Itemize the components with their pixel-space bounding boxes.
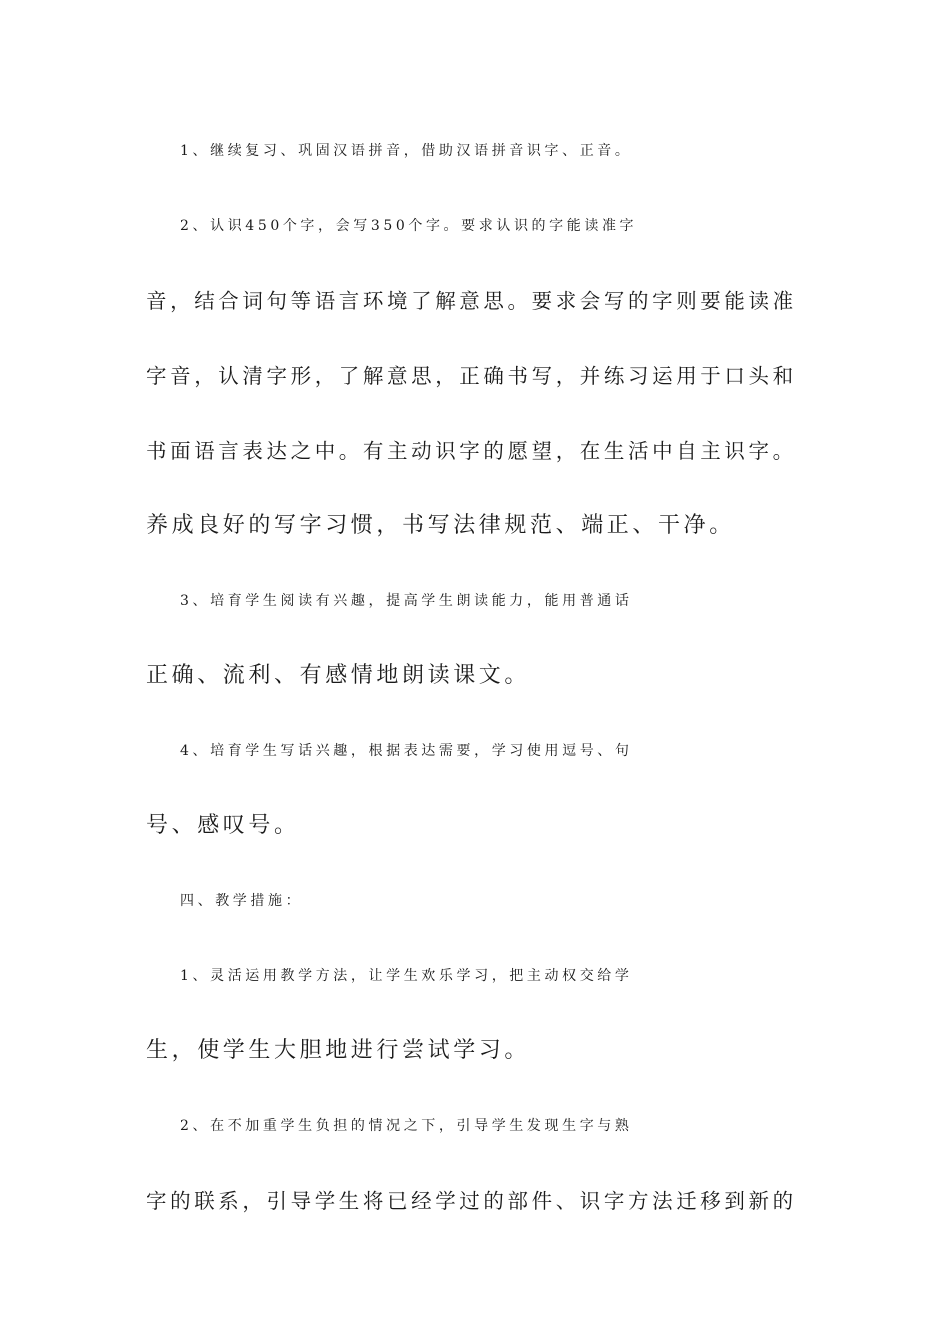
text-line: 1、灵活运用教学方法，让学生欢乐学习，把主动权交给学	[180, 968, 633, 984]
text-line: 4、培育学生写话兴趣，根据表达需要，学习使用逗号、句	[180, 743, 633, 759]
text-line: 2、认识450个字，会写350个字。要求认识的字能读准字	[180, 218, 638, 234]
text-line: 书面语言表达之中。有主动识字的愿望，在生活中自主识字。	[146, 439, 797, 463]
text-line: 2、在不加重学生负担的情况之下，引导学生发现生字与熟	[180, 1118, 633, 1134]
text-line: 养成良好的写字习惯，书写法律规范、端正、干净。	[146, 513, 735, 538]
text-line: 号、感叹号。	[146, 813, 300, 838]
text-line: 正确、流利、有感情地朗读课文。	[146, 663, 531, 688]
section-heading: 四、教学措施：	[180, 893, 304, 909]
text-line: 3、培育学生阅读有兴趣，提高学生朗读能力，能用普通话	[180, 593, 633, 609]
text-line: 音，结合词句等语言环境了解意思。要求会写的字则要能读准	[146, 289, 797, 313]
text-line: 生，使学生大胆地进行尝试学习。	[146, 1038, 531, 1063]
text-line: 1、继续复习、巩固汉语拼音，借助汉语拼音识字、正音。	[180, 143, 633, 159]
text-line: 字音，认清字形，了解意思，正确书写，并练习运用于口头和	[146, 364, 797, 388]
text-line: 字的联系，引导学生将已经学过的部件、识字方法迁移到新的	[146, 1189, 797, 1213]
